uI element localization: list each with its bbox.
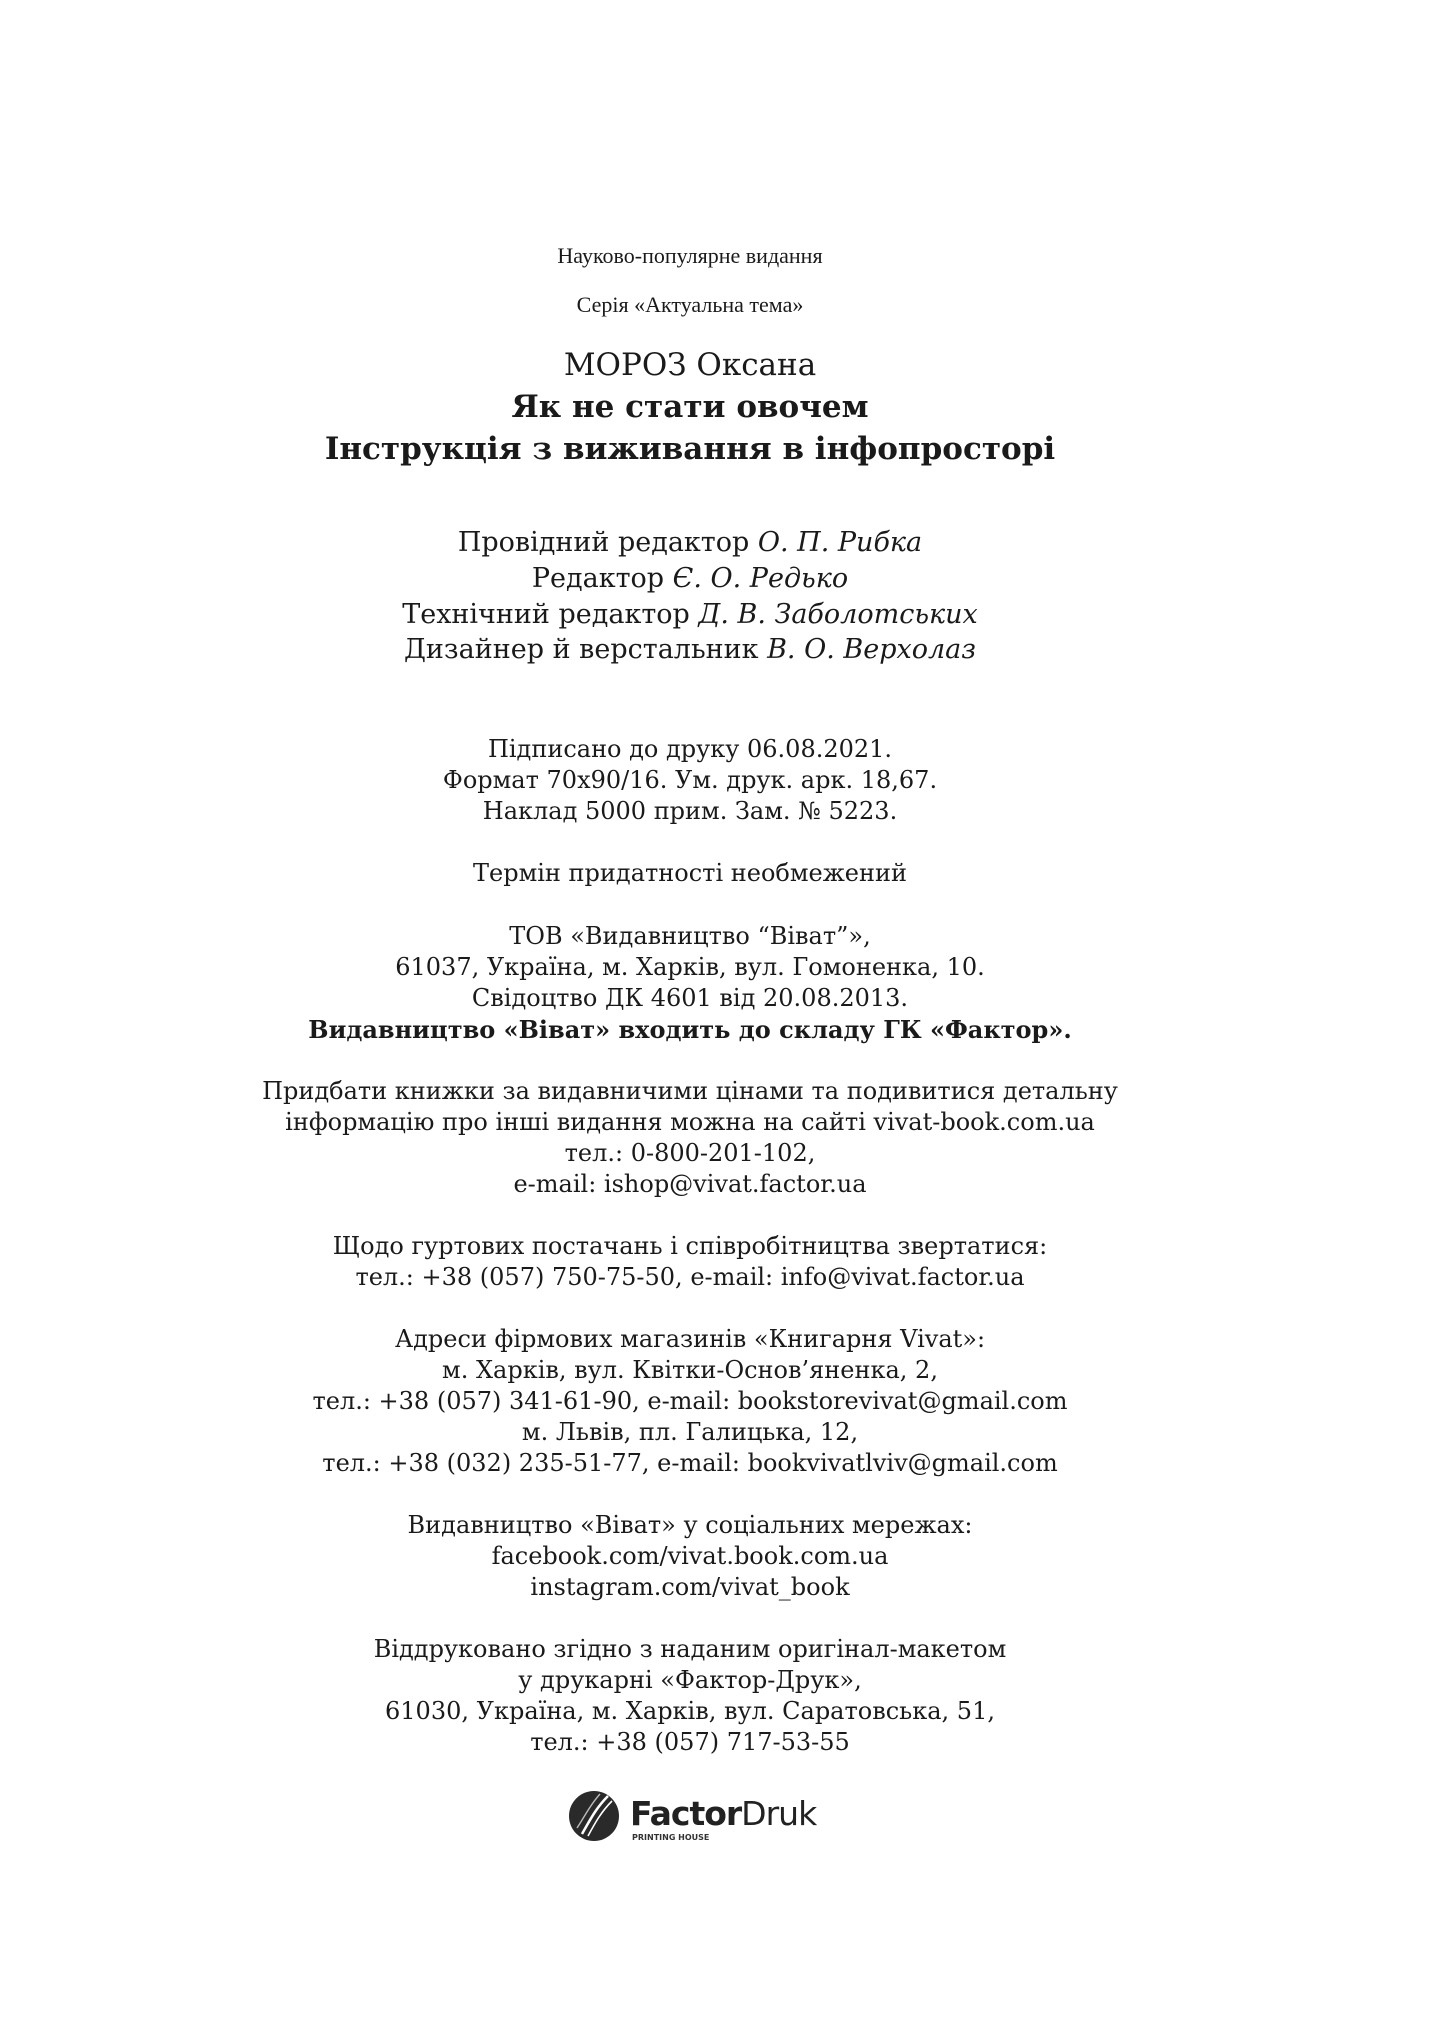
store-lviv-contact: тел.: +38 (032) 235-51-77, e-mail: bookvivatlviv@gmail.com <box>322 1449 1058 1477</box>
logo-word-bold: Factor <box>630 1794 742 1833</box>
shelf-life: Термін придатності необмежений <box>473 859 907 887</box>
logo-wordmark <box>630 1794 816 1833</box>
logo-word-regular: Druk <box>741 1794 817 1833</box>
credit-name: Є. О. Редько <box>672 563 849 594</box>
format: Формат 70х90/16. Ум. друк. арк. 18,67. <box>442 766 938 794</box>
shop-email: e-mail: ishop@vivat.factor.ua <box>513 1170 867 1198</box>
shop-info-line2: інформацію про інші видання можна на сайті vivat-book.com.ua <box>285 1108 1095 1136</box>
publisher-group: Видавництво «Віват» входить до складу ГК «Фактор». <box>308 1015 1072 1044</box>
factor-druk-emblem-icon <box>568 1790 620 1842</box>
store-kharkiv-contact: тел.: +38 (057) 341-61-90, e-mail: bookstorevivat@gmail.com <box>312 1387 1068 1415</box>
social-instagram: instagram.com/vivat_book <box>530 1573 850 1601</box>
signed-date: Підписано до друку 06.08.2021. <box>487 735 893 763</box>
print-run: Наклад 5000 прим. Зам. № 5223. <box>482 797 898 825</box>
printing-phone: тел.: +38 (057) 717-53-55 <box>530 1728 850 1756</box>
credit-name: Д. В. Заболотських <box>698 599 978 630</box>
book-title: Як не стати овочем <box>511 389 869 425</box>
shop-info-line1: Придбати книжки за видавничими цінами та подивитися детальну <box>262 1077 1118 1105</box>
edition-type: Науково-популярне видання <box>557 243 823 268</box>
credit-role: Провідний редактор <box>457 527 758 558</box>
credit-editor <box>0 563 1380 594</box>
social-facebook: facebook.com/vivat.book.com.ua <box>491 1542 889 1570</box>
publisher-name: ТОВ «Видавництво “Віват”», <box>509 922 871 950</box>
credit-tech-editor <box>0 599 1380 630</box>
credit-role: Редактор <box>531 563 673 594</box>
publisher-certificate: Свідоцтво ДК 4601 від 20.08.2013. <box>471 984 909 1012</box>
credit-role: Технічний редактор <box>402 599 699 630</box>
credit-role: Дизайнер й верстальник <box>403 634 768 665</box>
wholesale-line1: Щодо гуртових постачань і співробітництва звертатися: <box>332 1232 1048 1260</box>
stores-heading: Адреси фірмових магазинів «Книгарня Vivat»: <box>394 1325 986 1353</box>
author: МОРОЗ Оксана <box>563 347 817 383</box>
publisher-address: 61037, Україна, м. Харків, вул. Гомоненка, 10. <box>395 953 985 981</box>
book-subtitle: Інструкція з виживання в інфопросторі <box>324 431 1056 467</box>
credit-name: О. П. Рибка <box>757 527 923 558</box>
series: Серія «Актуальна тема» <box>576 292 804 317</box>
printing-address: 61030, Україна, м. Харків, вул. Саратовська, 51, <box>385 1697 995 1725</box>
credit-name: В. О. Верхолаз <box>767 634 977 665</box>
store-lviv-address: м. Львів, пл. Галицька, 12, <box>521 1418 859 1446</box>
factor-druk-logo <box>568 1790 828 1846</box>
social-heading: Видавництво «Віват» у соціальних мережах: <box>407 1511 973 1539</box>
printing-line1: Віддруковано згідно з наданим оригінал-макетом <box>373 1635 1007 1663</box>
printing-line2: у друкарні «Фактор-Друк», <box>518 1666 862 1694</box>
logo-subtitle: PRINTING HOUSE <box>632 1833 710 1842</box>
store-kharkiv-address: м. Харків, вул. Квітки-Основ’яненка, 2, <box>442 1356 938 1384</box>
shop-phone: тел.: 0-800-201-102, <box>564 1139 816 1167</box>
wholesale-line2: тел.: +38 (057) 750-75-50, e-mail: info@vivat.factor.ua <box>355 1263 1025 1291</box>
credit-designer <box>0 634 1380 665</box>
credit-lead-editor <box>0 527 1380 558</box>
